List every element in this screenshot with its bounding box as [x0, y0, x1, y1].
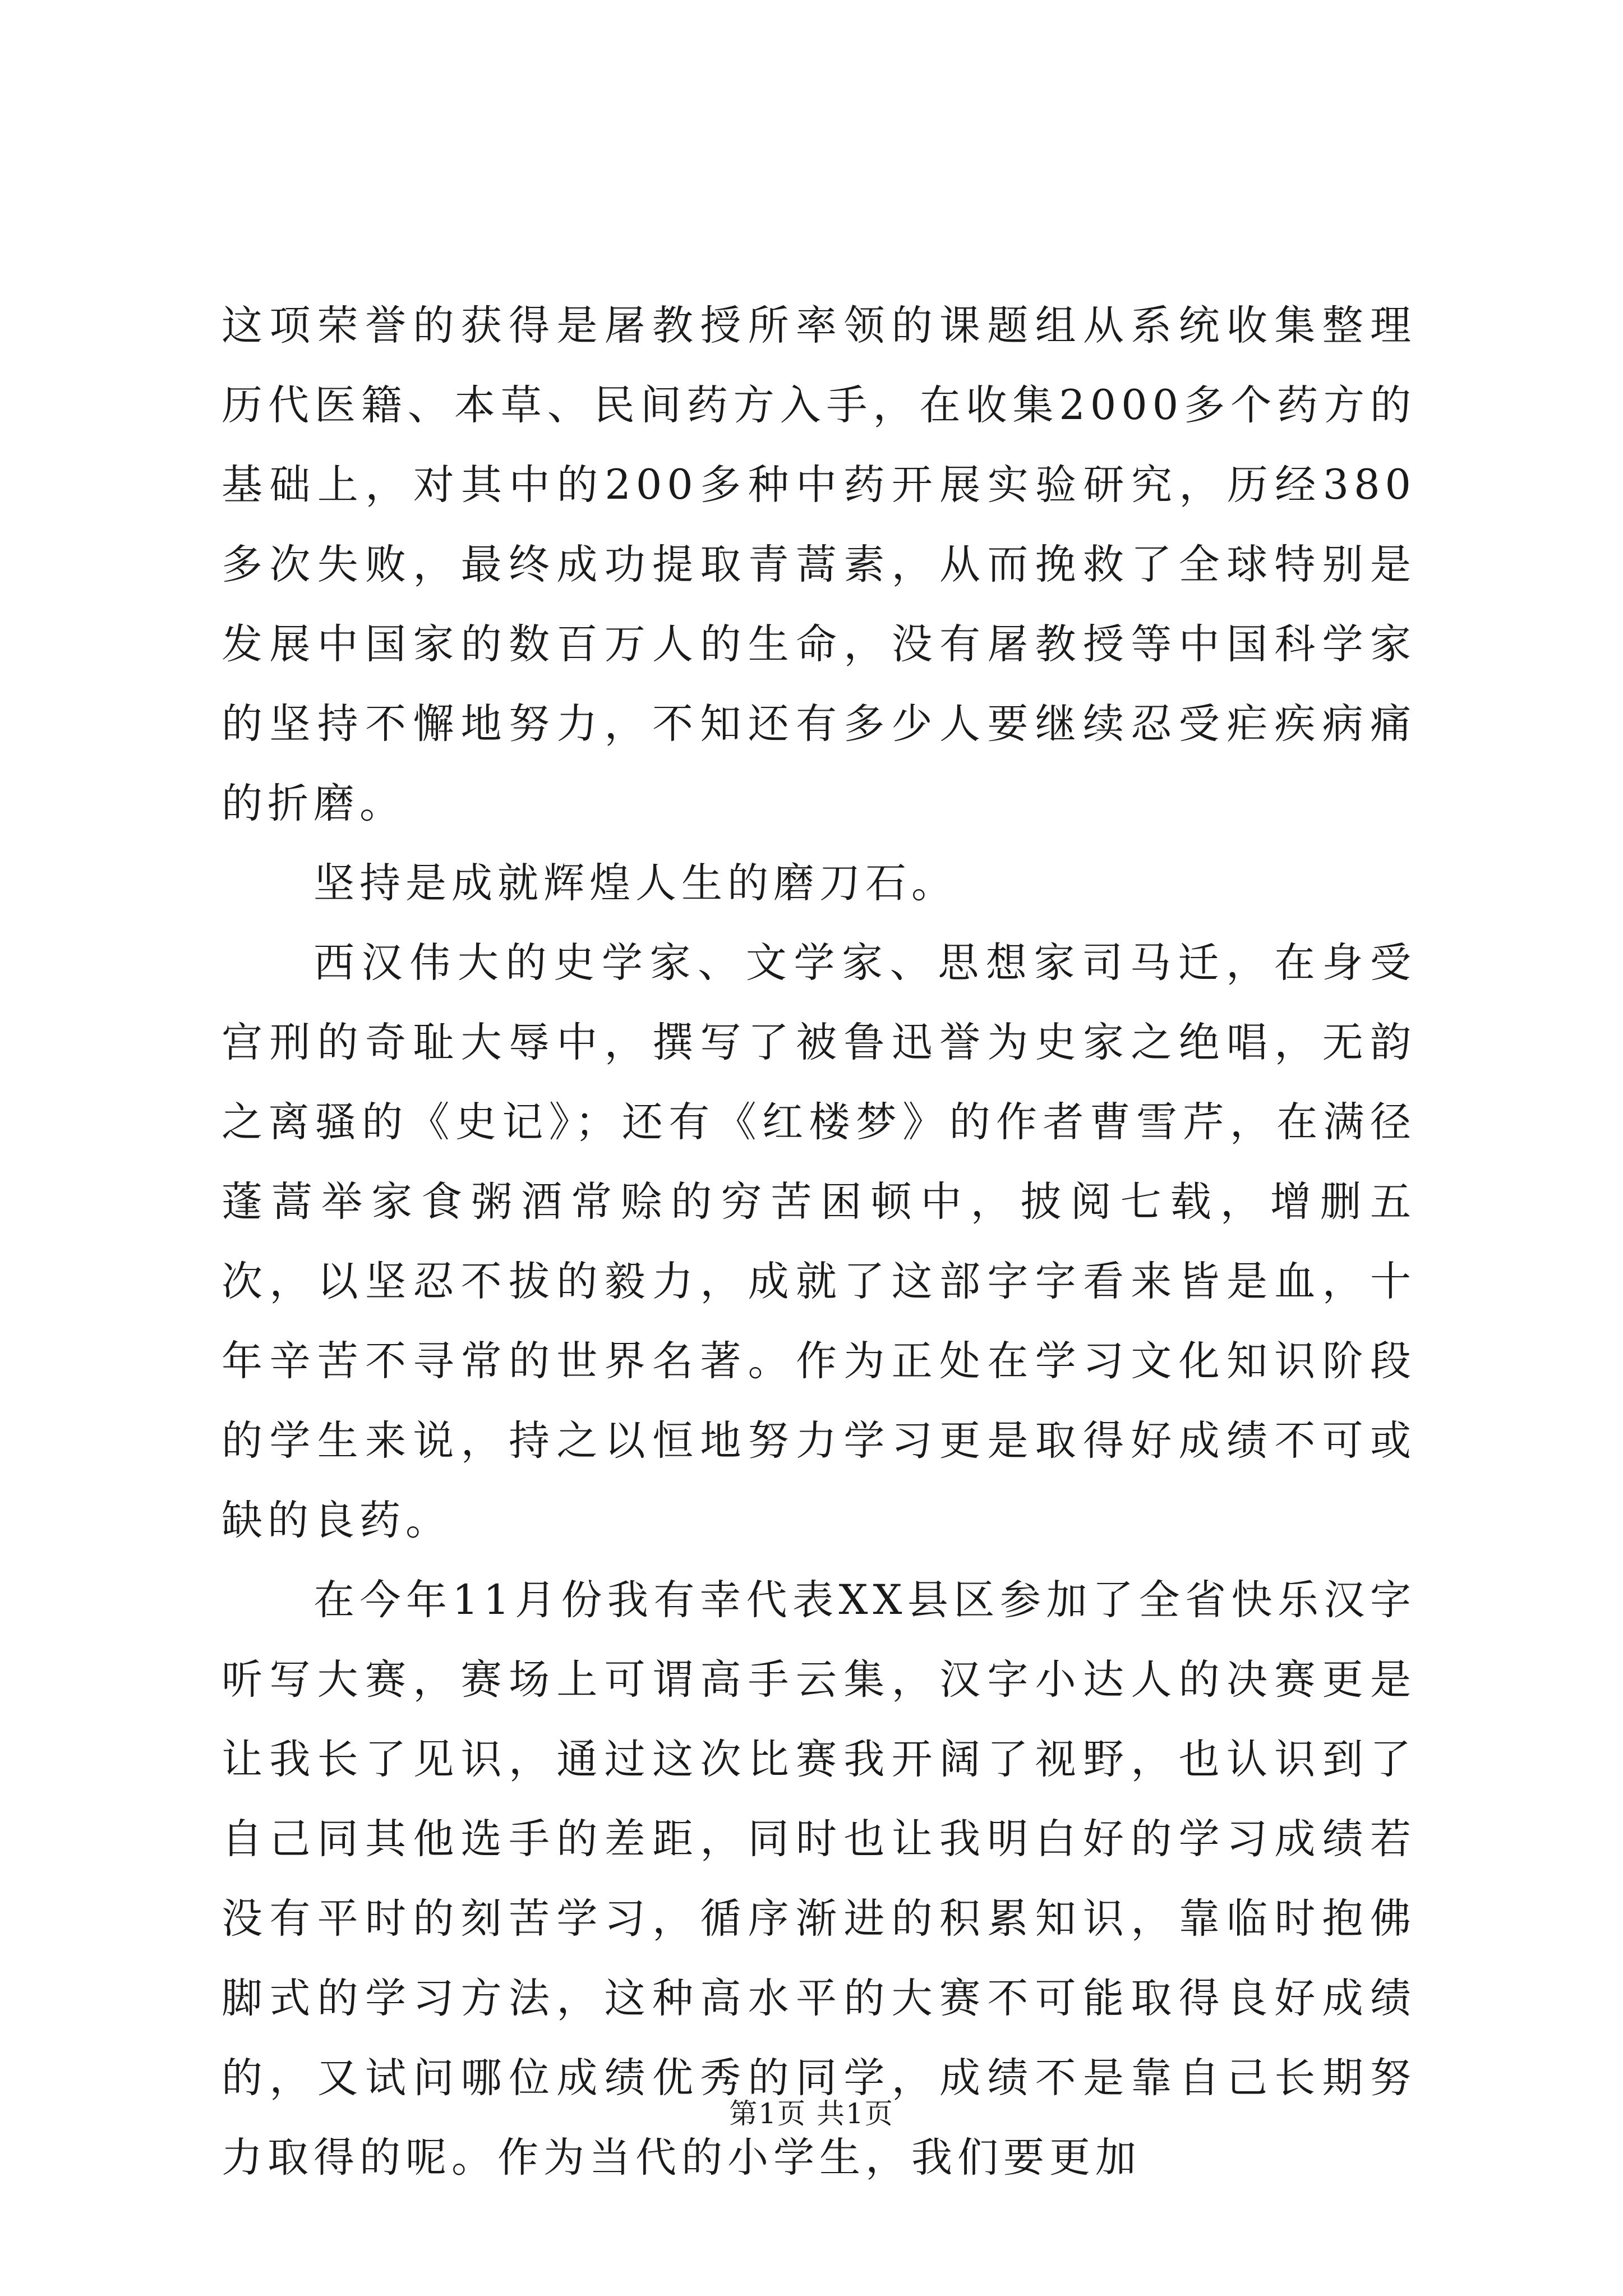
page-footer: 第1页 共1页: [729, 2097, 894, 2130]
paragraph-2: 坚持是成就辉煌人生的磨刀石。: [313, 859, 957, 907]
paragraph-1: 这项荣誉的获得是屠教授所率领的课题组从系统收集整理历代医籍、本草、民间药方入手，在收集2000多个药方的基础上，对其中的200多种中药开展实验研究，历经380多次失败，最终成功提取青蒿素，从而挽救了全球特别是发展中国家的数百万人的生命，没有屠教授等中国科学家的坚持不懈地努力，不知还有多少人要继续忍受疟疾病痛的折磨。: [222, 302, 1416, 827]
paragraph-3: 西汉伟大的史学家、文学家、思想家司马迁，在身受宫刑的奇耻大辱中，撰写了被鲁迅誉为史家之绝唱，无韵之离骚的《史记》；还有《红楼梦》的作者曹雪芹，在满径蓬蒿举家食粥酒常赊的穷苦困顿中，披阅七载，增删五次，以坚忍不拔的毅力，成就了这部字字看来皆是血，十年辛苦不寻常的世界名著。作为正处在学习文化知识阶段的学生来说，持之以恒地努力学习更是取得好成绩不可或缺的良药。: [222, 939, 1416, 1544]
paragraph-4: 在今年11月份我有幸代表XX县区参加了全省快乐汉字听写大赛，赛场上可谓高手云集，汉字小达人的决赛更是让我长了见识，通过这次比赛我开阔了视野，也认识到了自己同其他选手的差距，同时也让我明白好的学习成绩若没有平时的刻苦学习，循序渐进的积累知识，靠临时抱佛脚式的学习方法，这种高水平的大赛不可能取得良好成绩的，又试问哪位成绩优秀的同学，成绩不是靠自己长期努力取得的呢。作为当代的小学生，我们要更加: [222, 1576, 1416, 2182]
document-body: [222, 286, 1416, 2198]
